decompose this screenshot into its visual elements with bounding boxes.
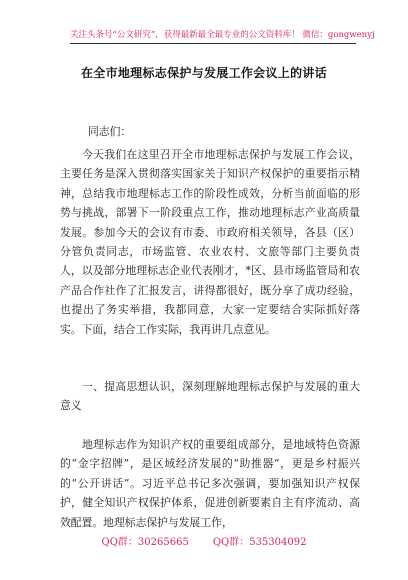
section-heading-1: 一、提高思想认识，深刻理解地理标志保护与发展的重大意义 (60, 380, 360, 413)
footer-qq-groups (0, 533, 408, 548)
paragraph-intro: 今天我们在这里召开全市地理标志保护与发展工作会议，主要任务是深入贯彻落实国家关于知识产权保护的重要指示精神，总结我市地理标志工作的阶段性成效，分析当前面临的形势与挑战，部署下一阶段重点工作，推动地理标志产业高质量发展。参加今天的会议有市委、市政府相关领导，各县（区）分管负责同志，市场监管、农业农村、文旅等部门主要负责人，以及部分地理标志企业代表刚才，*区、县市场监管局和农产品合作社作了汇报发言，讲得都很好，既分享了成功经验，也提出了务实举措，我都同意，大家一定要结合实际抓好落实。下面，结合工作实际，我再讲几点意见。 (60, 148, 360, 336)
footer-qq-group-2: QQ群：535304092 (212, 537, 307, 548)
salutation: 同志们： (88, 125, 132, 138)
document-title: 在全市地理标志保护与发展工作会议上的讲话 (80, 66, 327, 80)
paragraph-section-1: 地理标志作为知识产权的重要组成部分，是地域特色资源的“金字招牌”，是区域经济发展的“助推器”，更是乡村振兴的“公开讲话”。习近平总书记多次强调，要加强知识产权保护，健全知识产权保护体系，促进创新要素自主有序流动、高效配置。地理标志保护与发展工作， (60, 438, 360, 529)
header-promo-note: 关注头条号“公文研究”，获得最新最全最专业的公文资料库！ 微信：gongwenyj (70, 29, 356, 44)
footer-qq-group-1: QQ群：30265665 (101, 537, 189, 548)
